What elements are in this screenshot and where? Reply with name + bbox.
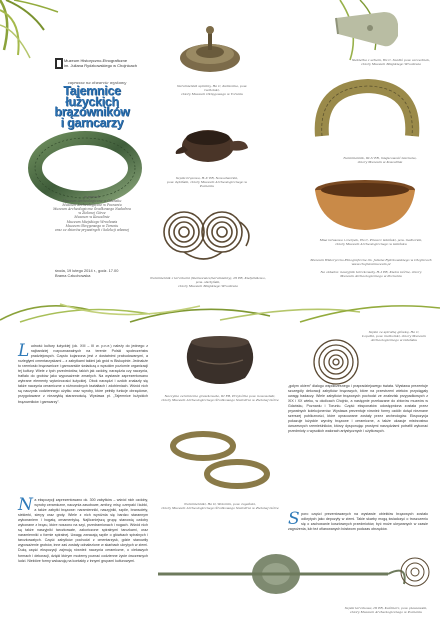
body-paragraph-2 (18, 495, 148, 564)
title-line-4: i garncarzy (60, 115, 124, 130)
museum-name-line1: Muzeum Historyczno-Etnograficzne (64, 58, 128, 63)
partners-intro: w ramach (84, 195, 100, 199)
event-date: środa, 19 lutego 2014 r., godz. 17.00 (55, 268, 119, 273)
partner-5: Muzeum w Koszalinie (74, 215, 110, 220)
title-line-3: brązowników (54, 105, 130, 119)
partner-2: Muzeum Archeologiczne w Poznaniu (62, 203, 122, 208)
caption-bowl: Misa tarasowa i czerpak, Ha C, Pruszcz Gdański, pow. malborski, zbiory Muzeum Archeologicznego w Gdańsku (319, 238, 423, 247)
paragraph-2-text: a ekspozycji zaprezentowano ok. 300 zabytków – wśród nich ozdoby, wyroby ceramiczne, naczynia zasobowe, amfory, misy, czerpaki i kubki, a także zabytki brązowe: naramienniki, naszyjniki, szpile, bransolety, siekierki, sierpy oraz groty. Wiele z nich wyróżnia się bardzo starannym wykonaniem i bogatą ornamentyką. Najliczniejszą grupę stanowią ozdoby wykonane z brązu, które noszono na szyi, przedramionach i nogach. Wśród nich są także naszyjniki tarczkowate, zakończone spiralnymi tarczkami, oraz naramienniki o formie spiralnej. Uwagę zwracają szpile o główkach spiralnych i tarczkowatych. Część zabytków pochodzi z cmentarzysk, gdzie stanowiły wyposażenie grobów, inne zaś zostały odnalezione w skarbach ukrytych w ziemi. Dużą część ekspozycji zajmują również naczynia ceramiczne, o ciekawych formach i dekoracji, dzięki którym możemy poznać codzienne życie ówczesnych ludzi. Niektóre formy wskazują na kontakty z innymi grupami kulturowymi. (18, 498, 148, 563)
caption-spiral: Naramiennik z tarczkami (Sierszewicz/naramienny), III EB, Kiełpinikowo, pow. olsztyński, zbiory Muzeum Miejskiego Wrocławia (150, 276, 266, 289)
partner-6: Muzeum Miejskiego Wrocławia (66, 219, 118, 224)
body-paragraph-1 (18, 341, 148, 405)
caption-axe: Siekierka z uchem, Ha C. Szadłó pow. szczecinek, zbiory Muzeum Miejskiego Wrocławia (352, 58, 430, 67)
museum-logo-icon (55, 58, 63, 69)
ceramic-pot-image (175, 330, 265, 390)
dropcap-s: S (288, 509, 300, 529)
bronze-rings-image (165, 418, 275, 498)
caption-disc-pin: Szpila tarczkowa, III EB, Kaźmierz, pow. pleszewski, zbiory Muzeum Archeologicznego w Poznaniu (344, 606, 428, 615)
title-line-2: łużyckich (65, 94, 119, 109)
caption-armlet: Naramiennik, III–V EB, miejscowość nieznana, zbiory Muzeum w Koszalinie (343, 156, 417, 165)
dropcap-n: N (18, 495, 33, 515)
caption-rings: Naramienniki, Ha D, Wołomin, pow. żagański, zbiory Muzeum Archeologicznego Środkowego Nadodrza w Zielonej Górze (161, 502, 279, 511)
paragraph-4-text: poro części prezentowanych na wystawie obiektów brązowych zostało odkrytych jako depozyty w ziemi. Takie skarby mogą świadczyć o troszczeniu się o zachowanie kosztownych przedmiotów, być może ukrywanych w czasie zagrożenia, lub też ofiarowanych bóstwom podczas obrzędów. (288, 512, 428, 532)
caption-pot: Naczynie ceramiczne gruszkowate, III EB, Przybórka pow. nowosolski, zbiory Muzeum Archeologicznego Środkowego Nadodrza w Zielonej Górze (161, 394, 279, 403)
bronze-disc-brooch-image (175, 24, 245, 80)
invite-text: zaprasza na otwarcie wystawy (67, 80, 127, 85)
caption-vessel: Szpila brązowa, H–V EB, Nowodworski, pow. dębiński, zbiory Muzeum Archeologicznego w Poznaniu (166, 176, 248, 189)
partner-7: Muzeum Okręgowego w Toruniu (65, 223, 119, 228)
spiral-armlet-image (160, 202, 260, 270)
ceramic-spoon-vessel-image (170, 120, 250, 166)
museum-header (64, 58, 154, 69)
ceramic-bowl-image (310, 178, 420, 234)
title-line-1: Tajemnice (63, 84, 121, 98)
caption-disc: Naramiennik spiralny, Ha C, Kamionka, pow. tucholski, zbiory Muzeum Okręgowego w Toruniu (176, 84, 248, 97)
partner-8: oraz ze zbiorów prywatnych i kolekcji własnej (54, 227, 130, 232)
small-spiral-image (395, 552, 435, 592)
publisher-info: Muzeum Historyczno-Etnograficzne im. Juliana Rydzkowskiego w Chojnicach www.chojnicemuzeum.pl (310, 258, 432, 267)
bronze-axe-image (330, 6, 410, 56)
partner-4: w Zielonej Górze (78, 211, 106, 216)
event-place: Brama Człuchowska (55, 273, 91, 279)
brochure-inside-side (0, 320, 440, 623)
brochure-cover-side (0, 0, 440, 300)
body-paragraph-3 (288, 384, 428, 434)
dropcap-l: L (18, 341, 30, 361)
partner-1: Muzeum Archeologiczne w Gdańsku (62, 199, 122, 204)
paragraph-3-text: „gołym okiem” dialogu współczesnego i prapradziejowego świata. Wystawa prezentuje szczegóły dekoracji zabytków brązowych, które na przestrzeni wieków przyciągały uwagę badaczy. Wiele zabytków brązowych pochodzi ze znalezisk przypadkowych z XIX i XX wieku, w okolicach Chojnic, a następnie przekazane do zbiorów muzeów w Gdańsku, Poznaniu i Toruniu. Część eksponatów udostępniona została przez prywatnych kolekcjonerów. Wystawa prezentuje również formy ozdób dotąd nieznane szerszej publiczności, które opracowane zostały przez archeologów. Ekspozycja pokazuje łużyckie wyroby brązowe i ceramiczne, a także ukazuje mistrzostwo ówczesnych rzemieślników, którzy dysponując prostymi narzędziami potrafili wykonać przedmioty o wysokich walorach artystycznych i użytkowych. (288, 384, 428, 434)
bronze-armlet-image (312, 80, 422, 150)
exhibition-title (44, 86, 140, 128)
museum-name-line2: im. Juliana Rydzkowskiego w Chojnicach (64, 63, 137, 69)
event-details (55, 268, 145, 278)
body-paragraph-4 (288, 509, 428, 532)
paragraph-1-text: udność kultury łużyckiej (ok. XIII – III w. p.n.e.) należy do jednego z najbardziej rozpoznawalnych na terenie Polski społeczeństw pradziejowych. Często kojarzona jest z dostatnimi prabudowanymi, a rozległymi cmentarzyskami – z zabytkami takimi jak gród w Biskupinie. Jednakże to rzemiosło brązownicze i garncarskie świadczą o wysokim poziomie organizacji tej kultury. Wiele z tych przedmiotów, takich jak ozdoby, narzędzia czy naczynia, trafiało do grobów jako wyposażenie zmarłych. Na wystawie zaprezentowano wybrane elementy wytwórczości łużyckiej. Obok narzędzi i ozdób znalazły się także naczynia ceramiczne o różnorodnych kształtach i zdobieniach. Wśród nich są naczynia codziennego użytku oraz wyroby, które pełniły funkcje obrzędowe, przygotowane z niezwykłą starannością. Wystawa pt. „Tajemnice łużyckich brązowników i garncarzy”. (18, 344, 148, 404)
caption-spiral-pin: Szpila ze spiralną główką, Ha C, Łopatki, pow. malborski, zbiory Muzeum Archeologicznego w Gdańsku (362, 330, 426, 343)
partners-list (50, 195, 134, 232)
disc-pin-image (158, 540, 418, 610)
cover-note: Na okładce: naszyjnik tarczkowaty, H–I EB, Kielce Górne, zbiory Muzeum Archeologicznego w Poznaniu (320, 270, 422, 279)
partner-3: Muzeum Archeologiczne Środkowego Nadodrza (53, 207, 131, 212)
